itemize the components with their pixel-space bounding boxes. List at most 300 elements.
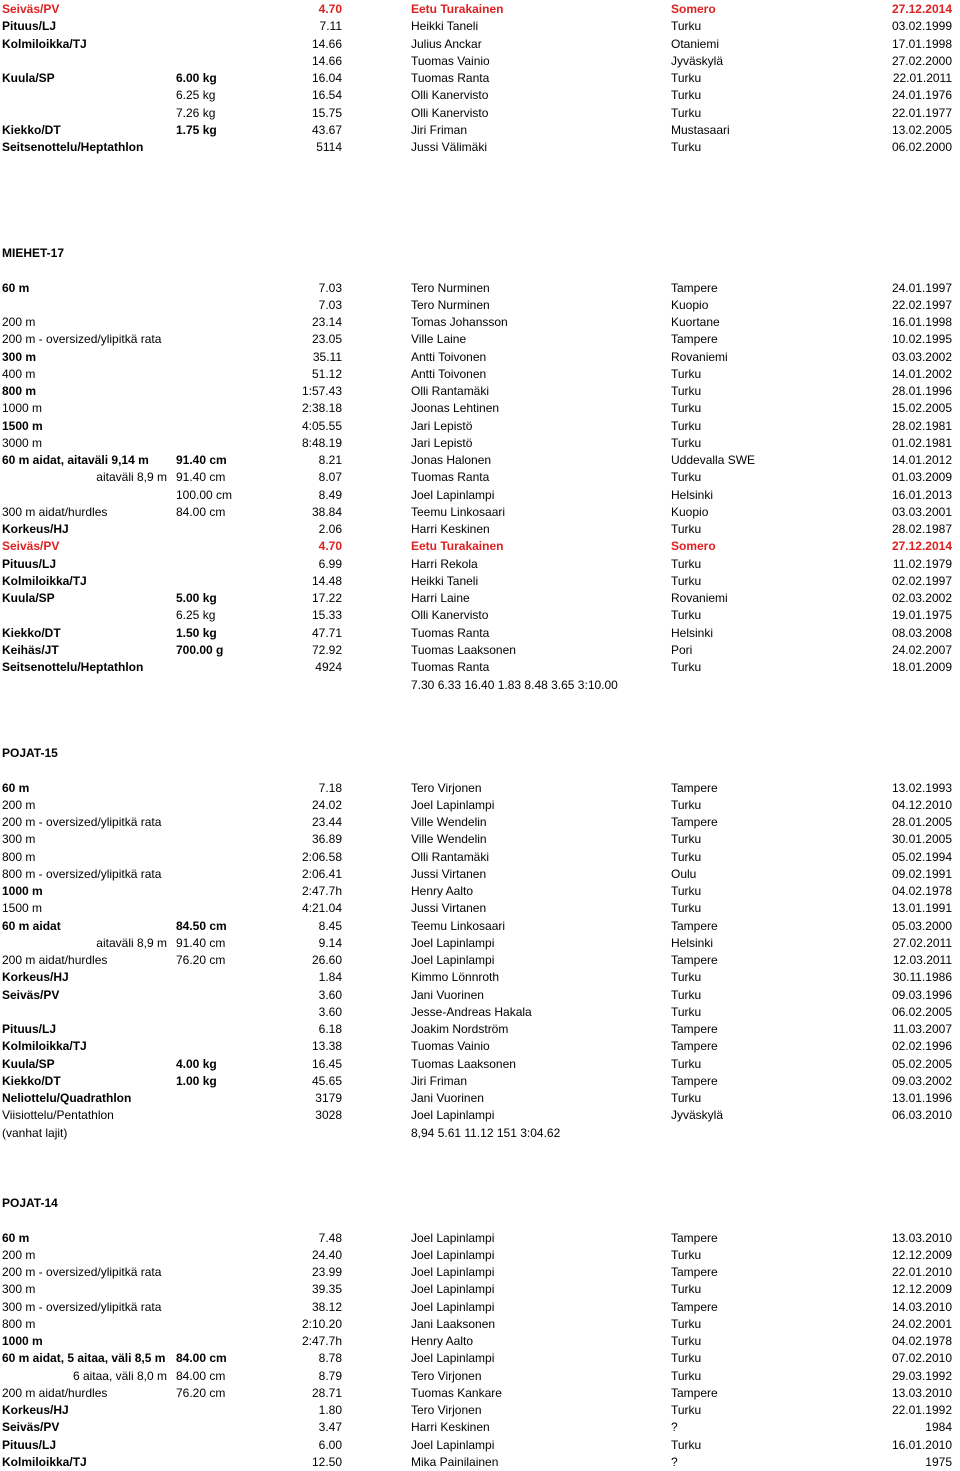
athlete-name: Jani Laaksonen (411, 1316, 496, 1331)
record-row (0, 469, 960, 486)
athlete-name: Jiri Friman (411, 122, 467, 137)
athlete-name: Harri Laine (411, 591, 470, 606)
athlete-name: Teemu Linkosaari (411, 504, 506, 519)
result-value: 7.03 (318, 297, 342, 312)
result-value: 45.65 (311, 1073, 342, 1088)
venue: Turku (671, 19, 702, 34)
venue: Turku (671, 401, 702, 416)
record-date: 28.01.1996 (891, 384, 952, 399)
athlete-name: Joel Lapinlampi (411, 1351, 495, 1366)
event-label: 300 m (2, 1282, 36, 1297)
venue: Tampere (671, 1385, 718, 1400)
record-date: 14.03.2010 (891, 1299, 952, 1314)
record-date: 24.01.1997 (891, 280, 952, 295)
result-value: 36.89 (311, 832, 342, 847)
record-row (0, 987, 960, 1004)
athlete-name: Teemu Linkosaari (411, 918, 506, 933)
athlete-name: Tuomas Vainio (411, 1039, 490, 1054)
record-row (0, 900, 960, 917)
record-row (0, 642, 960, 659)
record-row (0, 487, 960, 504)
venue: Jyväskylä (671, 1108, 724, 1123)
venue: Jyväskylä (671, 53, 724, 68)
event-label: Pituus/LJ (2, 1022, 57, 1037)
record-date: 16.01.2010 (891, 1437, 952, 1452)
result-value: 2:06.41 (301, 866, 342, 881)
venue: Turku (671, 470, 702, 485)
record-date: 22.01.2010 (891, 1265, 952, 1280)
event-label: Korkeus/HJ (2, 1403, 69, 1418)
result-value: 14.66 (311, 36, 342, 51)
event-label: Kolmiloikka/TJ (2, 1039, 87, 1054)
record-date: 01.02.1981 (891, 435, 952, 450)
record-row (0, 1004, 960, 1021)
venue: Pori (671, 642, 693, 657)
implement-spec: 76.20 cm (176, 1385, 226, 1400)
result-value: 5114 (316, 140, 342, 155)
result-value: 8.45 (318, 918, 342, 933)
event-label: 60 m aidat, aitaväli 9,14 m (2, 453, 149, 468)
result-value: 3028 (315, 1108, 342, 1123)
athlete-name: Mika Painilainen (411, 1454, 499, 1469)
record-row (0, 1056, 960, 1073)
venue: Turku (671, 1282, 702, 1297)
record-date: 19.01.1975 (891, 608, 952, 623)
event-label: Keihäs/JT (2, 642, 59, 657)
record-date: 1975 (925, 1454, 952, 1469)
result-value: 2:47.7h (301, 1334, 342, 1349)
record-row (0, 1247, 960, 1264)
event-label: Kolmiloikka/TJ (2, 1454, 87, 1469)
venue: Turku (671, 797, 702, 812)
record-date: 18.01.2009 (891, 660, 952, 675)
venue: Turku (671, 366, 702, 381)
event-label: Kuula/SP (2, 591, 55, 606)
athlete-name: Joel Lapinlampi (411, 1230, 495, 1245)
event-variant-label: aitaväli 8,9 m (96, 935, 167, 950)
result-value: 24.02 (311, 797, 342, 812)
athlete-name: Ville Laine (411, 332, 467, 347)
record-date: 13.01.1996 (891, 1091, 952, 1106)
result-value: 15.75 (311, 105, 342, 120)
record-row (0, 1402, 960, 1419)
section-title: MIEHET-17 (2, 246, 65, 260)
result-value: 7.18 (318, 780, 342, 795)
venue: Turku (671, 1437, 702, 1452)
venue: Tampere (671, 780, 718, 795)
record-date: 13.02.1993 (891, 780, 952, 795)
implement-spec: 76.20 cm (176, 953, 226, 968)
result-value: 8.79 (318, 1368, 342, 1383)
athlete-name: Jari Lepistö (411, 435, 473, 450)
athlete-name: Joel Lapinlampi (411, 1299, 495, 1314)
record-row (0, 87, 960, 104)
implement-spec: 91.40 cm (176, 453, 227, 468)
athlete-name: Joel Lapinlampi (411, 1282, 495, 1297)
venue: Tampere (671, 953, 718, 968)
implement-spec: 100.00 cm (176, 487, 233, 502)
record-date: 03.03.2001 (891, 504, 952, 519)
athlete-name: Jussi Virtanen (411, 866, 487, 881)
record-date: 02.02.1996 (891, 1039, 952, 1054)
athlete-name: Joonas Lehtinen (411, 401, 500, 416)
record-row (0, 1125, 960, 1142)
venue: Somero (671, 539, 716, 554)
athlete-name: Jesse-Andreas Hakala (411, 1004, 532, 1019)
record-date: 11.03.2007 (892, 1022, 952, 1037)
athlete-name: Tuomas Laaksonen (411, 642, 516, 657)
result-value: 7.11 (319, 19, 342, 34)
record-row (0, 36, 960, 53)
record-row (0, 677, 960, 694)
athlete-name: Ville Wendelin (411, 832, 487, 847)
record-row (0, 1299, 960, 1316)
event-label: Seiväs/PV (2, 987, 60, 1002)
record-row (0, 105, 960, 122)
venue: Rovaniemi (671, 591, 728, 606)
athlete-name: Olli Rantamäki (411, 384, 490, 399)
event-label: 1500 m (2, 901, 43, 916)
event-label: Seiväs/PV (2, 539, 60, 554)
event-label: 300 m aidat/hurdles (2, 504, 108, 519)
venue: Turku (671, 1334, 702, 1349)
implement-spec: 7.26 kg (176, 105, 216, 120)
athlete-name: Jani Vuorinen (411, 987, 484, 1002)
venue: Tampere (671, 1022, 718, 1037)
result-value: 14.48 (311, 573, 342, 588)
result-value: 4924 (315, 660, 342, 675)
venue: Tampere (671, 918, 718, 933)
venue: Turku (671, 832, 702, 847)
venue: Turku (671, 88, 702, 103)
result-value: 6.00 (318, 1437, 342, 1452)
venue: Turku (671, 1091, 702, 1106)
result-value: 8.07 (318, 470, 342, 485)
result-value: 24.40 (311, 1247, 342, 1262)
athlete-name: Jussi Virtanen (411, 901, 487, 916)
result-value: 4:05.55 (301, 418, 342, 433)
record-date: 24.01.1976 (891, 88, 952, 103)
venue: Tampere (671, 815, 718, 830)
event-label: 200 m - oversized/ylipitkä rata (2, 1265, 162, 1280)
record-date: 27.02.2011 (892, 935, 952, 950)
athlete-name: Antti Toivonen (411, 349, 487, 364)
record-date: 13.03.2010 (891, 1230, 952, 1245)
event-label: 60 m aidat (2, 918, 61, 933)
record-row (0, 797, 960, 814)
venue: Somero (671, 2, 716, 16)
result-value: 7.48 (318, 1230, 342, 1245)
athlete-name: Olli Kanervisto (411, 88, 489, 103)
athlete-name: Jari Lepistö (411, 418, 473, 433)
event-label: 300 m (2, 349, 37, 364)
record-date: 10.02.1995 (891, 332, 952, 347)
record-row (0, 935, 960, 952)
event-label: Seiväs/PV (2, 1420, 60, 1435)
record-row (0, 18, 960, 35)
result-value: 4.70 (318, 2, 342, 16)
record-date: 05.02.1994 (891, 849, 952, 864)
result-value: 13.38 (311, 1039, 342, 1054)
record-date: 22.02.1997 (891, 297, 952, 312)
record-date: 30.01.2005 (891, 832, 952, 847)
athlete-name: Joel Lapinlampi (411, 1437, 495, 1452)
record-row (0, 952, 960, 969)
venue: Turku (671, 1316, 702, 1331)
result-value: 17.22 (311, 591, 342, 606)
record-date: 04.02.1978 (891, 1334, 952, 1349)
athlete-name: Tero Nurminen (411, 280, 490, 295)
result-value: 3.60 (318, 987, 342, 1002)
athlete-name: Joel Lapinlampi (411, 935, 495, 950)
result-value: 4.70 (318, 539, 342, 554)
record-row (0, 452, 960, 469)
venue: Turku (671, 435, 702, 450)
result-value: 26.60 (311, 953, 342, 968)
record-date: 01.03.2009 (891, 470, 952, 485)
record-row (0, 969, 960, 986)
athlete-name: Olli Kanervisto (411, 608, 489, 623)
venue: Mustasaari (671, 122, 730, 137)
result-value: 51.12 (311, 366, 342, 381)
event-label: Seitsenottelu/Heptathlon (2, 660, 144, 675)
event-label: Seiväs/PV (2, 2, 60, 16)
athlete-name: Heikki Taneli (411, 19, 479, 34)
record-date: 12.12.2009 (891, 1282, 952, 1297)
record-date: 05.03.2000 (891, 918, 952, 933)
venue: Kuopio (671, 297, 709, 312)
event-label: 800 m - oversized/ylipitkä rata (2, 866, 162, 881)
record-date: 09.02.1991 (891, 866, 952, 881)
record-row (0, 883, 960, 900)
athlete-name: Joel Lapinlampi (411, 1265, 495, 1280)
event-label: Korkeus/HJ (2, 522, 69, 537)
venue: Turku (671, 1351, 702, 1366)
athlete-name: Tuomas Ranta (411, 660, 490, 675)
section-title: POJAT-14 (2, 1196, 58, 1210)
venue: Turku (671, 849, 702, 864)
result-value: 8.21 (318, 453, 342, 468)
athlete-name: Tuomas Vainio (411, 53, 490, 68)
record-date: 22.01.1992 (891, 1403, 952, 1418)
record-row (0, 866, 960, 883)
event-label: Seitsenottelu/Heptathlon (2, 140, 144, 155)
result-value: 8:48.19 (301, 435, 342, 450)
record-date: 27.02.2000 (891, 53, 952, 68)
record-date: 28.02.1987 (891, 522, 952, 537)
record-date: 24.02.2007 (891, 642, 952, 657)
result-value: 7.03 (318, 280, 342, 295)
implement-spec: 1.00 kg (176, 1073, 217, 1088)
venue: Turku (671, 987, 702, 1002)
implement-spec: 6.25 kg (176, 608, 216, 623)
venue: Turku (671, 1056, 702, 1071)
record-row (0, 1038, 960, 1055)
section-title: POJAT-15 (2, 746, 58, 760)
record-row (0, 349, 960, 366)
athlete-name: Joel Lapinlampi (411, 1108, 495, 1123)
venue: Turku (671, 556, 702, 571)
result-value: 3.47 (318, 1420, 342, 1435)
record-row (0, 1230, 960, 1247)
event-label: 60 m aidat, 5 aitaa, väli 8,5 m (2, 1351, 166, 1366)
venue: Turku (671, 522, 702, 537)
implement-spec: 91.40 cm (176, 935, 226, 950)
result-value: 39.35 (311, 1282, 342, 1297)
implement-spec: 4.00 kg (176, 1056, 217, 1071)
event-label: 60 m (2, 780, 30, 795)
venue: Turku (671, 71, 702, 86)
record-row (0, 1, 960, 18)
record-row (0, 780, 960, 797)
event-label: Kuula/SP (2, 71, 55, 86)
record-row (0, 331, 960, 348)
venue: Turku (671, 1403, 702, 1418)
implement-spec: 84.00 cm (176, 1368, 226, 1383)
athlete-name: Tomas Johansson (411, 315, 508, 330)
record-date: 22.01.2011 (892, 71, 952, 86)
athlete-name: Ville Wendelin (411, 815, 487, 830)
event-label: 1000 m (2, 884, 43, 899)
event-label: 60 m (2, 1230, 30, 1245)
result-value: 23.14 (311, 315, 342, 330)
record-row (0, 1419, 960, 1436)
venue: ? (671, 1454, 678, 1469)
athlete-name: Julius Anckar (411, 36, 482, 51)
record-date: 27.12.2014 (891, 539, 952, 554)
result-value: 1:57.43 (301, 384, 342, 399)
athlete-name: Tero Nurminen (411, 297, 490, 312)
record-date: 08.03.2008 (891, 625, 952, 640)
result-value: 2:38.18 (301, 401, 342, 416)
result-value: 16.45 (311, 1056, 342, 1071)
venue: Turku (671, 384, 702, 399)
athlete-name: Henry Aalto (411, 884, 474, 899)
record-date: 09.03.1996 (891, 987, 952, 1002)
result-value: 8.49 (318, 487, 342, 502)
athlete-name: Tuomas Ranta (411, 625, 490, 640)
record-date: 16.01.1998 (891, 315, 952, 330)
event-label: Kiekko/DT (2, 625, 61, 640)
record-row (0, 1281, 960, 1298)
result-value: 23.44 (311, 815, 342, 830)
record-row (0, 573, 960, 590)
record-row (0, 1264, 960, 1281)
record-row (0, 918, 960, 935)
record-date: 13.02.2005 (891, 122, 952, 137)
record-row (0, 590, 960, 607)
athlete-name: Harri Keskinen (411, 522, 490, 537)
result-value: 3.60 (318, 1004, 342, 1019)
record-row (0, 1454, 960, 1471)
record-date: 15.02.2005 (891, 401, 952, 416)
venue: Tampere (671, 280, 718, 295)
athlete-name: Joel Lapinlampi (411, 797, 495, 812)
event-label: Kiekko/DT (2, 1073, 61, 1088)
record-date: 04.12.2010 (891, 797, 952, 812)
result-value: 9.14 (318, 935, 342, 950)
event-label: Kolmiloikka/TJ (2, 573, 87, 588)
venue: Kuopio (671, 504, 709, 519)
implement-spec: 84.50 cm (176, 918, 227, 933)
athlete-name: Joel Lapinlampi (411, 953, 495, 968)
venue: Turku (671, 105, 702, 120)
record-row (0, 849, 960, 866)
implement-spec: 1.75 kg (176, 122, 217, 137)
event-label: 60 m (2, 280, 30, 295)
athlete-name: Antti Toivonen (411, 366, 487, 381)
result-value: 2:47.7h (301, 884, 342, 899)
record-row (0, 625, 960, 642)
record-row (0, 435, 960, 452)
record-date: 28.01.2005 (891, 815, 952, 830)
athlete-name: Eetu Turakainen (411, 2, 504, 16)
athlete-name: Kimmo Lönnroth (411, 970, 500, 985)
record-row (0, 400, 960, 417)
implement-spec: 84.00 cm (176, 504, 226, 519)
record-row (0, 366, 960, 383)
record-date: 13.01.1991 (891, 901, 952, 916)
venue: Tampere (671, 1073, 718, 1088)
event-label: 800 m (2, 849, 36, 864)
record-row (0, 538, 960, 555)
venue: Helsinki (671, 625, 714, 640)
athlete-name: Jonas Halonen (411, 453, 492, 468)
record-date: 12.03.2011 (892, 953, 952, 968)
record-date: 27.12.2014 (891, 2, 952, 16)
event-label: Korkeus/HJ (2, 970, 69, 985)
athlete-name: Tero Virjonen (411, 780, 482, 795)
record-row (0, 659, 960, 676)
result-value: 3179 (315, 1091, 342, 1106)
event-label: 400 m (2, 366, 36, 381)
record-date: 30.11.1986 (892, 970, 952, 985)
venue: Turku (671, 1368, 702, 1383)
athlete-name: Tuomas Ranta (411, 71, 490, 86)
implement-spec: 700.00 g (176, 642, 224, 657)
event-variant-label: 6 aitaa, väli 8,0 m (72, 1368, 167, 1383)
venue: Tampere (671, 332, 718, 347)
result-value: 2:10.20 (301, 1316, 342, 1331)
record-date: 14.01.2002 (891, 366, 952, 381)
event-label: 300 m - oversized/ylipitkä rata (2, 1299, 162, 1314)
event-label: 200 m aidat/hurdles (2, 953, 108, 968)
venue: Turku (671, 1247, 702, 1262)
result-value: 28.71 (311, 1385, 342, 1400)
record-row (0, 53, 960, 70)
result-value: 2.06 (318, 522, 342, 537)
result-value: 38.12 (311, 1299, 342, 1314)
result-value: 35.11 (312, 349, 342, 364)
event-label: 300 m (2, 832, 36, 847)
result-value: 16.54 (311, 88, 342, 103)
record-date: 11.02.1979 (892, 556, 952, 571)
venue: Rovaniemi (671, 349, 728, 364)
record-date: 14.01.2012 (891, 453, 952, 468)
venue: Turku (671, 140, 702, 155)
result-value: 2:06.58 (301, 849, 342, 864)
athlete-name: Harri Rekola (411, 556, 478, 571)
event-label: 1500 m (2, 418, 43, 433)
record-row (0, 280, 960, 297)
result-value: 15.33 (311, 608, 342, 623)
record-row (0, 1107, 960, 1124)
event-label: Kuula/SP (2, 1056, 55, 1071)
athlete-name: Tuomas Kankare (411, 1385, 502, 1400)
implement-spec: 6.25 kg (176, 88, 216, 103)
athlete-name: Joel Lapinlampi (411, 1247, 495, 1262)
record-date: 06.03.2010 (891, 1108, 952, 1123)
